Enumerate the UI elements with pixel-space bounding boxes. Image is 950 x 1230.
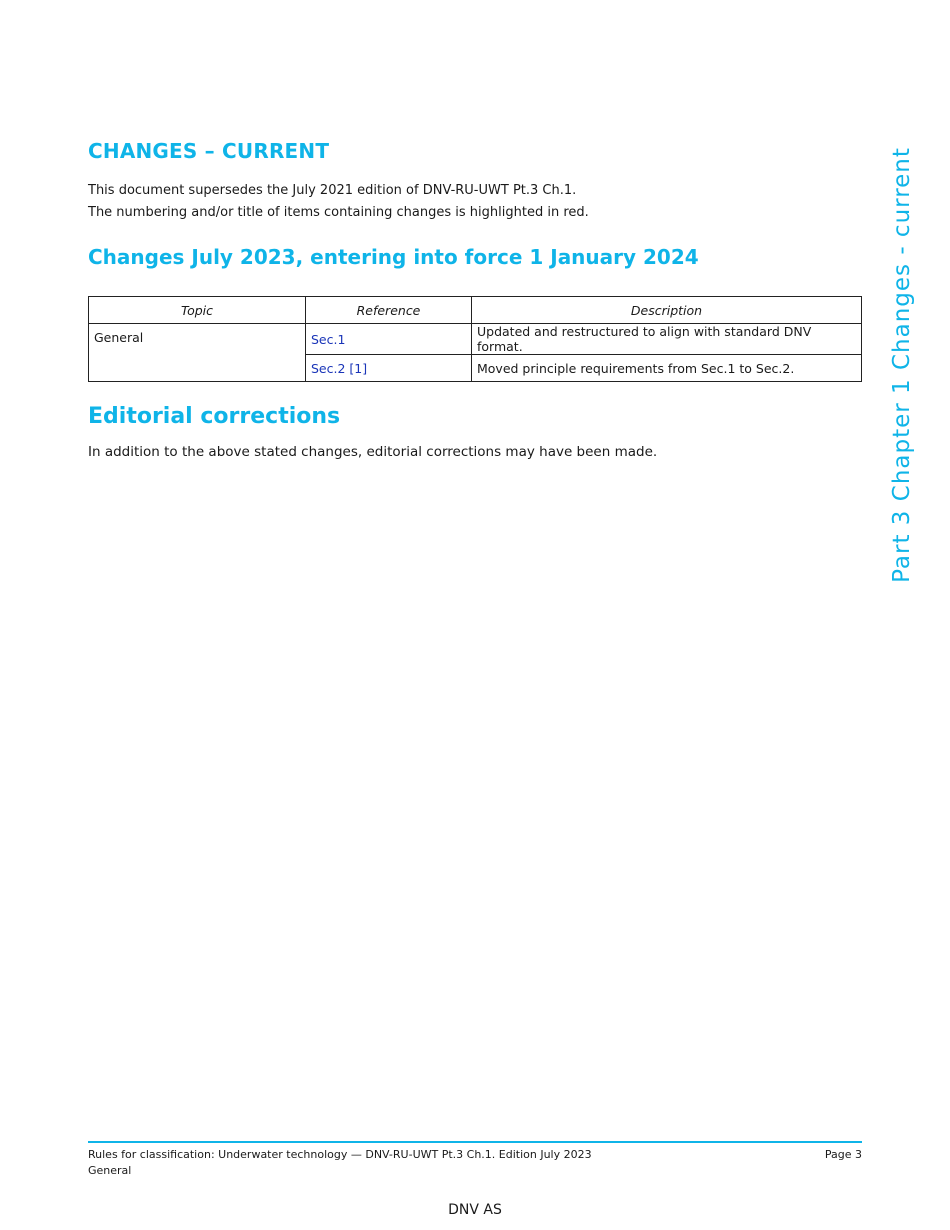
table-header-row [89, 297, 862, 324]
cell-description: Updated and restructured to align with standard DNV format. [472, 324, 862, 355]
intro-line-1: This document supersedes the July 2021 edition of DNV-RU-UWT Pt.3 Ch.1. [88, 183, 577, 198]
cell-description: Moved principle requirements from Sec.1 to Sec.2. [472, 355, 862, 382]
intro-text [88, 180, 589, 224]
footer-info [88, 1147, 592, 1179]
footer-divider [88, 1141, 862, 1143]
header-reference: Reference [306, 297, 472, 324]
reference-link-sec1[interactable]: Sec.1 [311, 331, 346, 347]
cell-topic: General [89, 324, 306, 382]
page-number: Page 3 [824, 1148, 862, 1161]
footer-section: General [88, 1164, 132, 1177]
page-heading: CHANGES – CURRENT [88, 139, 330, 163]
side-title: Part 3 Chapter 1 Changes - current [889, 147, 915, 583]
changes-heading: Changes July 2023, entering into force 1 January 2024 [88, 245, 699, 269]
header-topic: Topic [89, 297, 306, 324]
cell-reference [306, 324, 472, 355]
table-row [89, 324, 862, 355]
editorial-heading: Editorial corrections [88, 404, 341, 429]
cell-reference [306, 355, 472, 382]
footer-document-title: Rules for classification: Underwater technology — DNV-RU-UWT Pt.3 Ch.1. Edition July 2023 [88, 1148, 592, 1161]
reference-link-sec2[interactable]: Sec.2 [1] [311, 360, 368, 376]
intro-line-2: The numbering and/or title of items containing changes is highlighted in red. [88, 205, 589, 220]
changes-table [88, 296, 862, 382]
company-name: DNV AS [448, 1202, 502, 1218]
editorial-text: In addition to the above stated changes, editorial corrections may have been made. [88, 444, 658, 460]
header-description: Description [472, 297, 862, 324]
